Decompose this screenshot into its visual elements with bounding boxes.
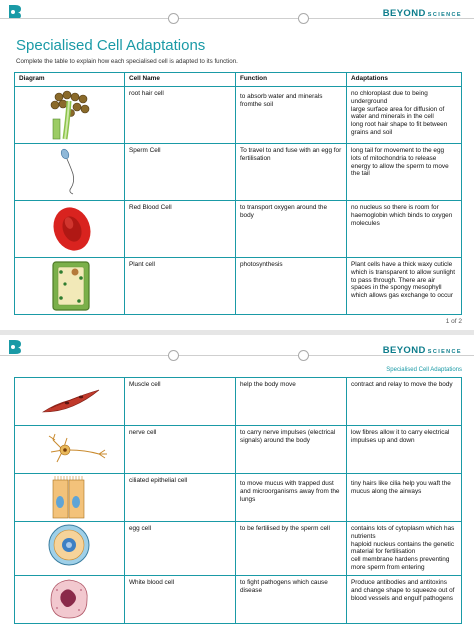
plant-cell-icon bbox=[15, 258, 123, 314]
worksheet-page-2 bbox=[0, 335, 474, 632]
table-row bbox=[15, 575, 462, 623]
cell-function: To travel to and fuse with an egg for fertilisation bbox=[236, 144, 347, 201]
adaptations-text: long tail for movement to the egg lots of mitochondria to release energy to allow the sperm to move the tail bbox=[351, 147, 449, 178]
instructions: Complete the table to explain how each specialised cell is adapted to its function. bbox=[16, 58, 238, 65]
page-number: 1 of 2 bbox=[445, 318, 462, 325]
brand-tag: SCIENCE bbox=[427, 12, 462, 18]
cell-function: to absorb water and minerals fromthe soil bbox=[236, 87, 347, 144]
adaptations-text: contract and relay to move the body bbox=[351, 381, 453, 388]
table-row bbox=[15, 201, 462, 258]
adaptations-text: tiny hairs like cilia help you waft the mucus along the airways bbox=[351, 480, 451, 495]
cell-name: Muscle cell bbox=[125, 378, 236, 426]
punch-hole-icon bbox=[298, 13, 309, 24]
cells-table-page-1 bbox=[14, 72, 462, 315]
table-row bbox=[15, 258, 462, 315]
brand-wordmark bbox=[383, 345, 462, 356]
table-row bbox=[15, 474, 462, 522]
punch-hole-icon bbox=[298, 350, 309, 361]
cell-name: root hair cell bbox=[125, 87, 236, 144]
adaptations-text: contains lots of cytoplasm which has nutrients haploid nucleus contains the genetic material for fertilisation cell membrane hardens preventing more sperm from entering bbox=[351, 525, 455, 572]
cell-name: Red Blood Cell bbox=[125, 201, 236, 258]
brand-tag: SCIENCE bbox=[427, 349, 462, 355]
cell-name: White blood cell bbox=[125, 575, 236, 623]
cell-name: Sperm Cell bbox=[125, 144, 236, 201]
ciliated-epithelial-cell-icon bbox=[15, 474, 123, 521]
cell-adaptations bbox=[347, 426, 462, 474]
table-row bbox=[15, 378, 462, 426]
header-adaptations: Adaptations bbox=[347, 73, 462, 87]
muscle-cell-icon bbox=[15, 378, 123, 425]
cell-adaptations bbox=[347, 258, 462, 315]
white-blood-cell-icon bbox=[15, 576, 123, 623]
brand-name: BEYOND bbox=[382, 345, 426, 356]
table-row bbox=[15, 426, 462, 474]
adaptations-text: Plant cells have a thick waxy cuticle which is transparent to allow sunlight to pass through. There are air spaces in the spongy mesophyll which allows gas exchange to occur bbox=[351, 261, 456, 300]
diagram-cell bbox=[15, 258, 125, 315]
table-row bbox=[15, 87, 462, 144]
diagram-cell bbox=[15, 144, 125, 201]
header-diagram: Diagram bbox=[15, 73, 125, 87]
brand-name: BEYOND bbox=[382, 8, 426, 19]
cell-adaptations bbox=[347, 575, 462, 623]
diagram-cell bbox=[15, 201, 125, 258]
sperm-cell-icon bbox=[15, 144, 123, 200]
adaptations-text: low fibres allow it to carry electrical impulses up and down bbox=[351, 429, 450, 444]
running-header: Specialised Cell Adaptations bbox=[386, 367, 462, 373]
diagram-cell bbox=[15, 378, 125, 426]
brand-logo-icon bbox=[8, 339, 22, 355]
cells-table-page-2 bbox=[14, 377, 462, 624]
diagram-cell bbox=[15, 575, 125, 623]
cell-adaptations bbox=[347, 474, 462, 522]
adaptations-text: Produce antibodies and antitoxins and change shape to squeeze out of blood vessels and engulf pathogens bbox=[351, 578, 455, 602]
cell-function: to fight pathogens which cause disease bbox=[236, 575, 347, 623]
cell-function: photosynthesis bbox=[236, 258, 347, 315]
cell-function: to be fertilised by the sperm cell bbox=[236, 522, 347, 576]
cell-adaptations bbox=[347, 522, 462, 576]
root-hair-cell-icon bbox=[15, 87, 123, 143]
red-blood-cell-icon bbox=[15, 201, 123, 257]
cell-function: to move mucus with trapped dust and microorganisms away from the lungs bbox=[236, 474, 347, 522]
table-row bbox=[15, 522, 462, 576]
punch-hole-icon bbox=[168, 350, 179, 361]
header-function: Function bbox=[236, 73, 347, 87]
cell-adaptations bbox=[347, 378, 462, 426]
cell-function: to carry nerve impulses (electrical signals) around the body bbox=[236, 426, 347, 474]
cell-function: help the body move bbox=[236, 378, 347, 426]
header-cell-name: Cell Name bbox=[125, 73, 236, 87]
punch-hole-icon bbox=[168, 13, 179, 24]
table-header-row bbox=[15, 73, 462, 87]
diagram-cell bbox=[15, 426, 125, 474]
page-title: Specialised Cell Adaptations bbox=[16, 37, 206, 54]
nerve-cell-icon bbox=[15, 426, 123, 473]
adaptations-text: no chloroplast due to being underground large surface area for diffusion of water and minerals in the cell long root hair shape to fit between grains and soil bbox=[351, 90, 448, 137]
cell-adaptations bbox=[347, 87, 462, 144]
adaptations-text: no nucleus so there is room for haemoglobin which binds to oxygen molecules bbox=[351, 204, 453, 227]
cell-name: nerve cell bbox=[125, 426, 236, 474]
cell-adaptations bbox=[347, 201, 462, 258]
brand-wordmark bbox=[383, 8, 462, 19]
cell-name: egg cell bbox=[125, 522, 236, 576]
table-row bbox=[15, 144, 462, 201]
cell-function: to transport oxygen around the body bbox=[236, 201, 347, 258]
diagram-cell bbox=[15, 474, 125, 522]
diagram-cell bbox=[15, 87, 125, 144]
cell-adaptations bbox=[347, 144, 462, 201]
cell-name: ciliated epithelial cell bbox=[125, 474, 236, 522]
cell-name: Plant cell bbox=[125, 258, 236, 315]
egg-cell-icon bbox=[15, 522, 123, 569]
diagram-cell bbox=[15, 522, 125, 576]
